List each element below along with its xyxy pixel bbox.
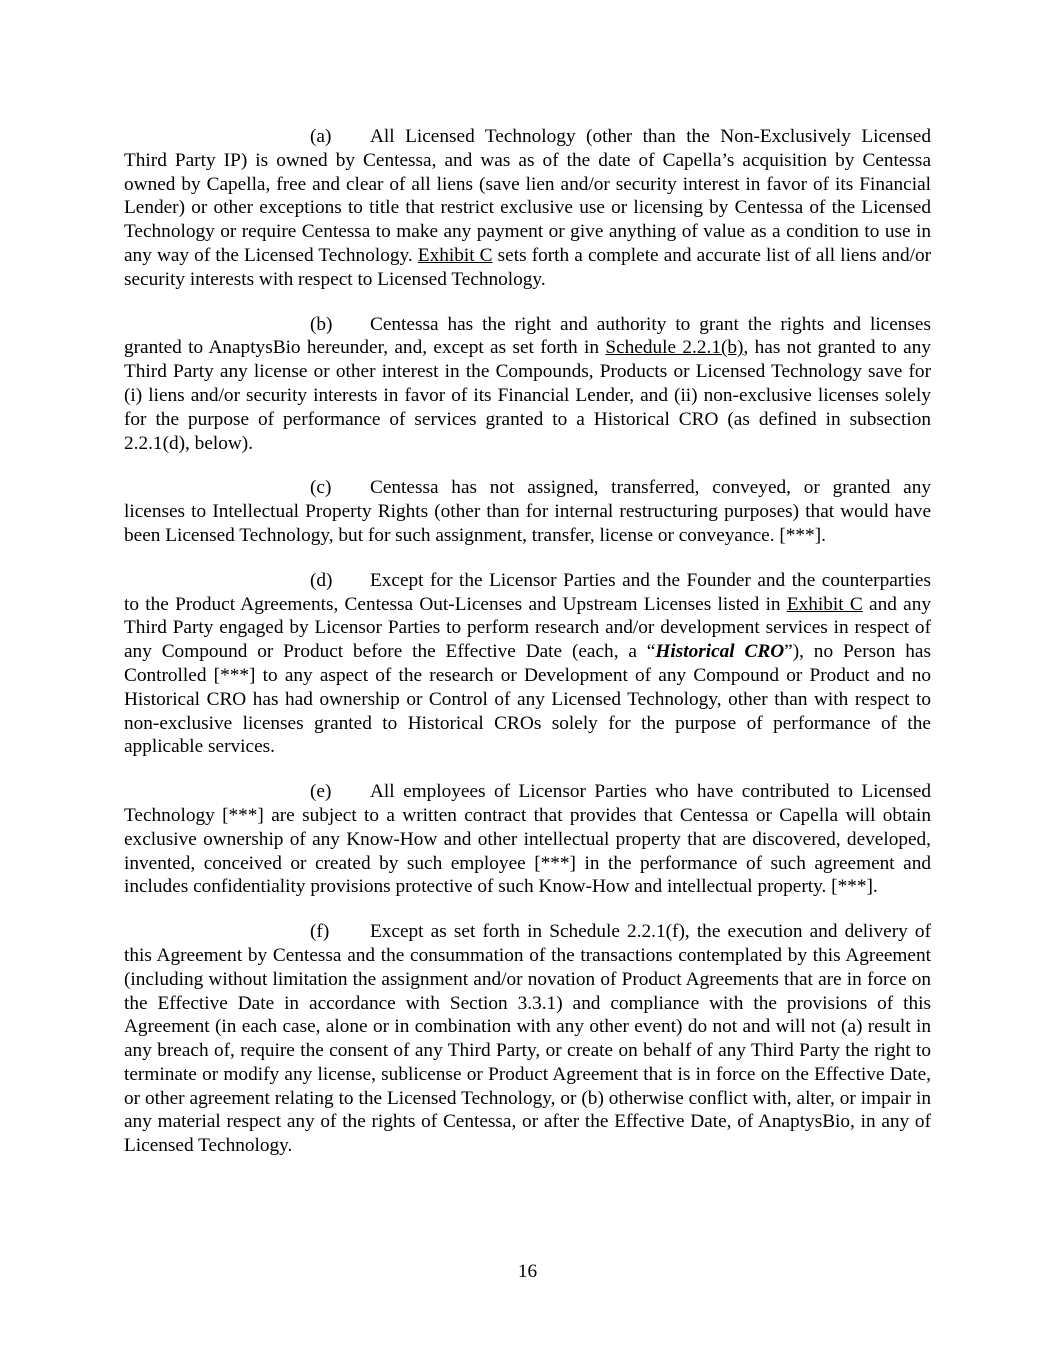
defined-term-historical-cro: Historical CRO xyxy=(655,641,785,663)
paragraph-d-text-3: ”), no Person has Controlled [***] to any aspect of the research or Development of any Compound or Product and no Historical CRO has had ownership or Control of any Licensed Technology, other than with respect to non-exclusive licenses granted to Historical CROs solely for the purpose of performance of the applicable services. xyxy=(124,641,931,758)
paragraph-f xyxy=(124,920,931,1158)
paragraph-a-label: (a) xyxy=(310,126,332,147)
paragraph-c xyxy=(124,476,931,547)
paragraph-b-label: (b) xyxy=(310,313,333,335)
page-number: 16 xyxy=(517,1261,538,1282)
paragraph-a xyxy=(124,125,931,292)
document-body xyxy=(124,125,931,1179)
schedule-2-2-1-b-reference: Schedule 2.2.1(b) xyxy=(605,337,744,359)
paragraph-d-text-2: and any Third Party engaged by Licensor Parties to perform research and/or development services in respect of any Compound or Product before the Effective Date (each, a “ xyxy=(124,593,931,663)
paragraph-d-text-1: Except for the Licensor Parties and the Founder and the counterparties to the Product Agreements, Centessa Out-Licenses and Upstream Licenses listed in xyxy=(124,569,931,615)
paragraph-b xyxy=(124,313,931,456)
paragraph-b-text-2: , has not granted to any Third Party any license or other interest in the Compounds, Products or Licensed Technology save for (i) liens and/or security interests in favor of its Financial Lender, and (ii) non-exclusive licenses solely for the purpose of performance of services granted to a Historical CRO (as defined in subsection 2.2.1(d), below). xyxy=(124,337,931,454)
paragraph-e-label: (e) xyxy=(310,781,332,803)
paragraph-d-label: (d) xyxy=(310,569,333,591)
paragraph-f-text: Except as set forth in Schedule 2.2.1(f), the execution and delivery of this Agreement by Centessa and the consummation of the transactions contemplated by this Agreement (including without limitation the assignment and/or novation of Product Agreements that are in force on the Effective Date in accordance with Section 3.3.1) and compliance with the provisions of this Agreement (in each case, alone or in combination with any other event) do not and will not (a) result in any breach of, require the consent of any Third Party, or create on behalf of any Third Party the right to terminate or modify any license, sublicense or Product Agreement that is in force on the Effective Date, or other agreement relating to the Licensed Technology, or (b) otherwise conflict with, alter, or impair in any material respect any of the rights of Centessa, or after the Effective Date, of AnaptysBio, in any of Licensed Technology. xyxy=(124,921,931,1157)
paragraph-a-text-2: sets forth a complete and accurate list of all liens and/or security interests with respect to Licensed Technology. xyxy=(124,244,932,290)
exhibit-c-reference-a: Exhibit C xyxy=(417,244,493,266)
paragraph-d xyxy=(124,569,931,759)
paragraph-c-label: (c) xyxy=(310,477,332,499)
paragraph-a-text-1: All Licensed Technology (other than the Non-Exclusively Licensed Third Party IP) is owned by Centessa, and was as of the date of Capella’s acquisition by Centessa owned by Capella, free and clear of all liens (save lien and/or security interest in favor of its Financial Lender) or other exceptions to title that restrict exclusive use or licensing by Centessa of the Licensed Technology or require Centessa to make any payment or give anything of value as a condition to use in any way of the Licensed Technology. xyxy=(124,126,931,266)
exhibit-c-reference-d: Exhibit C xyxy=(786,593,863,615)
paragraph-b-text-1: Centessa has the right and authority to grant the rights and licenses granted to AnaptysBio hereunder, and, except as set forth in xyxy=(124,313,931,359)
paragraph-e-text: All employees of Licensor Parties who have contributed to Licensed Technology [***] are subject to a written contract that provides that Centessa or Capella will obtain exclusive ownership of any Know-How and other intellectual property that are discovered, developed, invented, conceived or created by such employee [***] in the performance of such agreement and includes confidentiality provisions protective of such Know-How and intellectual property. [***]. xyxy=(124,781,931,898)
paragraph-c-text: Centessa has not assigned, transferred, conveyed, or granted any licenses to Intellectual Property Rights (other than for internal restructuring purposes) that would have been Licensed Technology, but for such assignment, transfer, license or conveyance. [***]. xyxy=(124,477,931,546)
paragraph-e xyxy=(124,780,931,899)
paragraph-f-label: (f) xyxy=(310,921,330,943)
